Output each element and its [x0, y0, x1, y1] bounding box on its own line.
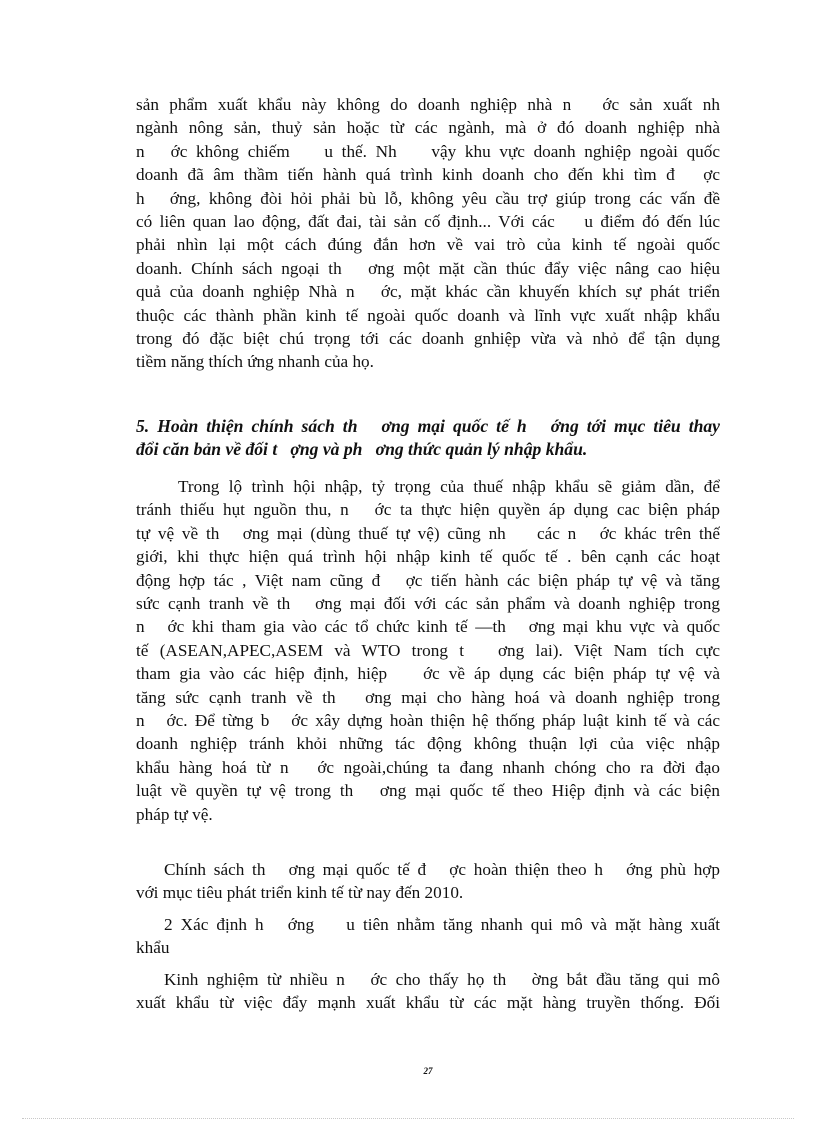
paragraph-line: phải nhìn lại một cách đúng đắn hơn về vai trò của kinh tế ngoài quốc	[136, 235, 720, 255]
paragraph-line: 2 Xác định h ớng u tiên nhằm tăng nhanh qui mô và mặt hàng xuất	[164, 915, 720, 934]
paragraph-line: Chính sách th ơng mại quốc tế đ ợc hoàn thiện theo h ớng phù hợp	[164, 860, 720, 879]
paragraph-line: khẩu hàng hoá từ n ớc ngoài,chúng ta đang nhanh chóng cho ra đời đạo	[136, 757, 720, 777]
paragraph-line: pháp tự vệ.	[136, 804, 213, 824]
paragraph-line: trong đó đặc biệt chú trọng tới các doanh gnhiệp vừa và nhỏ để tận dụng	[136, 329, 720, 349]
paragraph-line: sản phẩm xuất khẩu này không do doanh nghiệp nhà n ớc sản xuất nh	[136, 95, 720, 114]
paragraph-line: doanh đã âm thầm tiến hành quá trình kinh doanh cho đến khi tìm đ ợc	[136, 165, 720, 185]
paragraph-5	[136, 968, 720, 1015]
paragraph-line: tăng sức cạnh tranh về th ơng mại cho hàng hoá và doanh nghiệp trong	[136, 687, 720, 707]
paragraph-1	[136, 93, 720, 374]
section-heading	[136, 415, 720, 462]
paragraph-line: khẩu	[136, 938, 170, 958]
paragraph-line: tự vệ về th ơng mại (dùng thuế tự vệ) cũng nh các n ớc khác trên thế	[136, 523, 720, 543]
paragraph-line: giới, khi thực hiện quá trình hội nhập kinh tế quốc tế . bên cạnh các hoạt	[136, 547, 720, 567]
paragraph-line: h ớng, không đòi hỏi phải bù lỗ, không yêu cầu trợ giúp trong các vấn đề	[136, 188, 720, 208]
paragraph-line: doanh. Chính sách ngoại th ơng một mặt cần thúc đẩy việc nâng cao hiệu	[136, 258, 720, 278]
paragraph-line: tham gia vào các hiệp định, hiệp ớc về áp dụng các biện pháp tự vệ và	[136, 664, 720, 684]
paragraph-line: n ớc khi tham gia vào các tổ chức kinh tế —th ơng mại khu vực và quốc	[136, 617, 720, 637]
paragraph-line: thuộc các thành phần kinh tế ngoài quốc doanh và lĩnh vực xuất nhập khẩu	[136, 305, 720, 325]
paragraph-line: Kinh nghiệm từ nhiều n ớc cho thấy họ th ờng bắt đầu tăng qui mô	[164, 970, 720, 989]
paragraph-line: sức cạnh tranh về th ơng mại đối với các sản phẩm và doanh nghiệp trong	[136, 594, 720, 614]
paragraph-line: tiềm năng thích ứng nhanh của họ.	[136, 352, 374, 372]
heading-line: đổi căn bản về đối t ợng và ph ơng thức quản lý nhập khẩu.	[136, 439, 588, 460]
paragraph-line: quả của doanh nghiệp Nhà n ớc, mặt khác cần khuyến khích sự phát triển	[136, 282, 720, 302]
paragraph-line: xuất khẩu từ việc đẩy mạnh xuất khẩu từ các mặt hàng truyền thống. Đối	[136, 993, 720, 1013]
paragraph-line: có liên quan lao động, đất đai, tài sản cố định... Với các u điểm đó đến lúc	[136, 212, 720, 232]
paragraph-3	[136, 858, 720, 905]
paragraph-line: ngành nông sản, thuỷ sản hoặc từ các ngành, mà ở đó doanh nghiệp nhà	[136, 118, 720, 138]
paragraph-line: Trong lộ trình hội nhập, tỷ trọng của thuế nhập khẩu sẽ giảm dần, để	[178, 477, 720, 496]
footer-divider	[22, 1118, 794, 1119]
paragraph-line: với mục tiêu phát triển kinh tế từ nay đến 2010.	[136, 883, 464, 903]
paragraph-line: n ớc. Để từng b ớc xây dựng hoàn thiện hệ thống pháp luật kinh tế và các	[136, 711, 720, 731]
paragraph-2	[136, 475, 720, 826]
heading-line: 5. Hoàn thiện chính sách th ơng mại quốc tế h ớng tới mục tiêu thay	[136, 416, 720, 436]
paragraph-line: tế (ASEAN,APEC,ASEM và WTO trong t ơng lai). Việt Nam tích cực	[136, 640, 720, 660]
paragraph-line: động hợp tác , Việt nam cũng đ ợc tiến hành các biện pháp tự vệ và tăng	[136, 570, 720, 590]
paragraph-line: n ớc không chiếm u thế. Nh vậy khu vực doanh nghiệp ngoài quốc	[136, 141, 720, 161]
paragraph-line: doanh nghiệp tránh khỏi những tác động không thuận lợi của việc nhập	[136, 734, 720, 754]
page-number: 27	[423, 1066, 433, 1076]
paragraph-4	[136, 913, 720, 960]
paragraph-line: tránh thiếu hụt nguồn thu, n ớc ta thực hiện quyền áp dụng cac biện pháp	[136, 500, 720, 520]
paragraph-line: luật về quyền tự vệ trong th ơng mại quốc tế theo Hiệp định và các biện	[136, 781, 720, 801]
